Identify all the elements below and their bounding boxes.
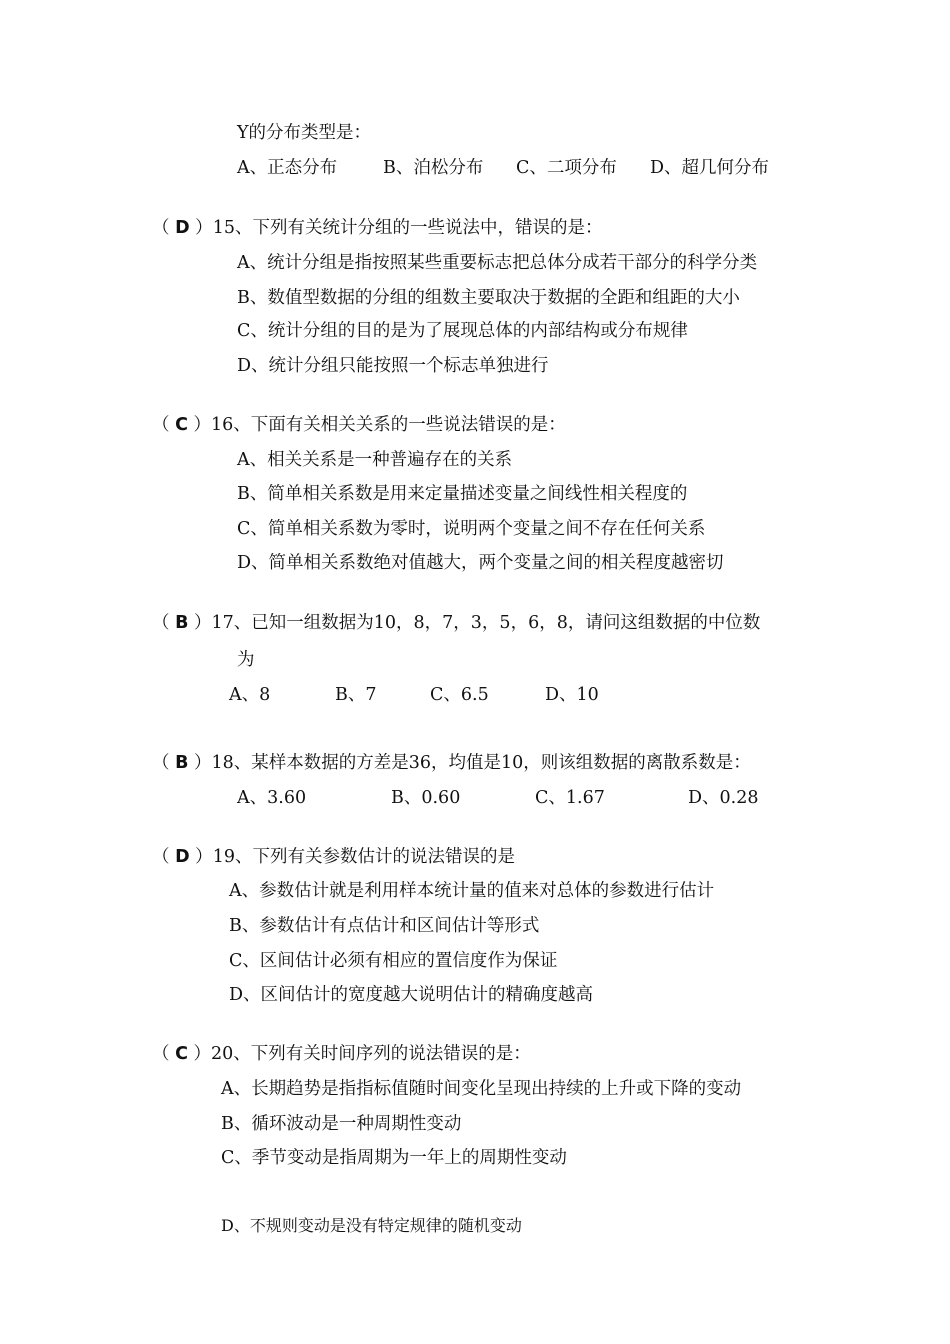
option: C、统计分组的目的是为了展现总体的内部结构或分布规律 [237,321,688,341]
option: A、长期趋势是指指标值随时间变化呈现出持续的上升或下降的变动 [221,1079,742,1099]
question-20: （ C ）20、下列有关时间序列的说法错误的是： [152,1044,531,1064]
option: B、0.60 [391,788,461,808]
option: A、3.60 [237,788,307,808]
question-18: （ B ）18、某样本数据的方差是36，均值是10，则该组数据的离散系数是： [152,753,751,773]
option: C、季节变动是指周期为一年上的周期性变动 [221,1148,567,1168]
question-19: （ D ）19、下列有关参数估计的说法错误的是 [152,847,515,867]
question-17: （ B ）17、已知一组数据为10，8，7，3，5，6，8，请问这组数据的中位数 [152,613,761,633]
question-stem: Y的分布类型是： [237,123,372,143]
option: D、超几何分布 [650,158,770,178]
question-stem: 18、某样本数据的方差是36，均值是10，则该组数据的离散系数是： [211,753,751,773]
option: B、参数估计有点估计和区间估计等形式 [229,916,540,936]
option: C、二项分布 [516,158,617,178]
option: D、统计分组只能按照一个标志单独进行 [237,356,549,376]
option: A、相关关系是一种普遍存在的关系 [237,450,513,470]
option: A、参数估计就是利用样本统计量的值来对总体的参数进行估计 [229,881,715,901]
option: B、泊松分布 [383,158,484,178]
option: C、简单相关系数为零时，说明两个变量之间不存在任何关系 [237,519,706,539]
option: A、正态分布 [237,158,338,178]
question-16: （ C ）16、下面有关相关关系的一些说法错误的是： [152,415,566,435]
answer: C [175,1044,188,1064]
question-stem: 17、已知一组数据为10，8，7，3，5，6，8，请问这组数据的中位数 [211,613,761,633]
option: B、循环波动是一种周期性变动 [221,1114,462,1134]
answer: B [175,753,189,773]
option: D、0.28 [688,788,759,808]
answer: B [175,613,189,633]
question-stem: 16、下面有关相关关系的一些说法错误的是： [211,415,566,435]
option: C、6.5 [430,685,489,705]
option: C、1.67 [535,788,605,808]
option: C、区间估计必须有相应的置信度作为保证 [229,951,558,971]
question-15: （ D ）15、下列有关统计分组的一些说法中，错误的是： [152,218,603,238]
option: B、7 [335,685,377,705]
answer: D [175,218,190,238]
option: A、统计分组是指按照某些重要标志把总体分成若干部分的科学分类 [237,253,758,273]
question-stem: 19、下列有关参数估计的说法错误的是 [212,847,515,867]
option: D、10 [545,685,599,705]
question-stem: 15、下列有关统计分组的一些说法中，错误的是： [212,218,603,238]
option: D、区间估计的宽度越大说明估计的精确度越高 [229,985,594,1005]
question-stem-continued: 为 [237,650,255,670]
option: D、不规则变动是没有特定规律的随机变动 [221,1216,522,1235]
option: B、数值型数据的分组的组数主要取决于数据的全距和组距的大小 [237,288,740,308]
option: B、简单相关系数是用来定量描述变量之间线性相关程度的 [237,484,688,504]
option: D、简单相关系数绝对值越大，两个变量之间的相关程度越密切 [237,553,724,573]
question-stem: 20、下列有关时间序列的说法错误的是： [211,1044,531,1064]
answer: C [175,415,188,435]
answer: D [175,847,190,867]
option: A、8 [229,685,271,705]
